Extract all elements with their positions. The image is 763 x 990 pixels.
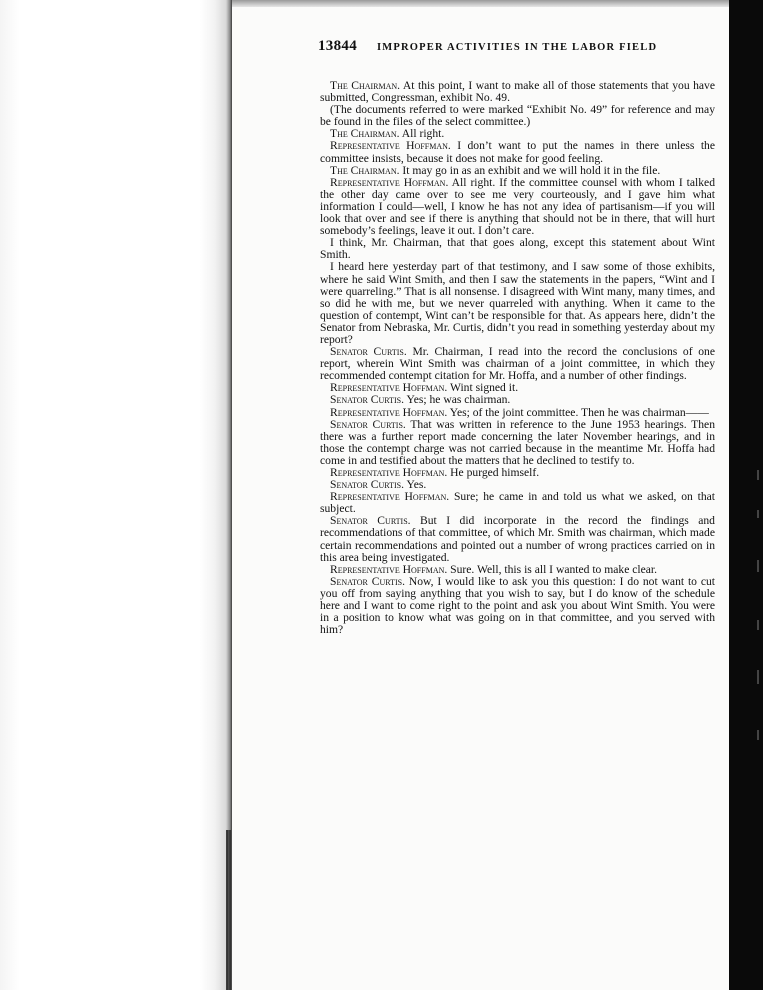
speaker-name: Representative Hoffman. <box>330 139 451 153</box>
paragraph-text: Wint signed it. <box>447 381 519 395</box>
speaker-name: Representative Hoffman. <box>330 381 448 395</box>
paragraph <box>320 177 715 237</box>
speaker-name: Senator Curtis. <box>330 574 405 588</box>
speaker-name: Senator Curtis. <box>330 345 407 359</box>
paragraph <box>320 237 715 261</box>
paragraph-text: All right. If the committee counsel with whom I talked the other day came over to see me very courteously, and I gave him what information I could—well, I know he has not any idea of partisanism—if you will look that over and see if there is anything that should not be in there, that will hurt somebody’s feelings, leave it out. I don’t care. <box>320 175 715 238</box>
paragraph-text: He purged himself. <box>447 466 540 479</box>
page-number: 13844 <box>318 38 357 54</box>
paragraph-text: I don’t want to put the names in there unless the committee insists, because it does not make for good feeling. <box>320 139 715 165</box>
transcript-body <box>320 80 715 636</box>
paragraph-text: That was written in reference to the June 1953 hearings. Then there was a further report made concerning the later November hearings, and in those the contempt charge was not carried because in the meantime Mr. Hoffa had come in and testified about the matters that he declined to testify to. <box>320 417 715 467</box>
paragraph-text: All right. <box>399 127 445 141</box>
speaker-name: Representative Hoffman. <box>330 562 448 576</box>
paragraph <box>320 140 715 164</box>
speaker-name: Senator Curtis. <box>330 393 405 407</box>
paragraph-text: Now, I would like to ask you this question: I do not want to cut you off from saying anything that you wish to say, but I do know of the schedule here and I want to come right to the point and ask you about Wint Smith. You were in a position to know what was going on in that committee, and you served with him? <box>320 574 715 637</box>
paragraph <box>320 104 715 128</box>
paragraph-text: (The documents referred to were marked “Exhibit No. 49” for reference and may be found in the files of the select committee.) <box>320 103 715 129</box>
paragraph-text: But I did incorporate in the record the findings and recommendations of that committee, of which Mr. Smith was chairman, which made certain recommendations and pointed out a number of wrong practices carried on in this area being investigated. <box>320 514 715 564</box>
scan-top-edge <box>232 0 763 7</box>
speaker-name: The Chairman. <box>330 163 400 177</box>
paragraph <box>320 419 715 467</box>
speaker-name: Senator Curtis. <box>330 514 411 528</box>
speaker-name: The Chairman. <box>330 79 401 92</box>
document-page <box>232 7 729 990</box>
paragraph-text: Sure. Well, this is all I wanted to make clear. <box>447 562 658 576</box>
paragraph-text: Mr. Chairman, I read into the record the conclusions of one report, wherein Wint Smith was chairman of a joint committee, in which they recommended contempt citation for Mr. Hoffa, and a number of other findings. <box>320 345 715 383</box>
speaker-name: Representative Hoffman. <box>330 490 450 504</box>
paragraph <box>320 346 715 382</box>
paragraph-text: I heard here yesterday part of that testimony, and I saw some of those exhibits, where he said Wint Smith, and then I saw the statements in the papers, “Wint and I were quarreling.” That is all nonsense. I disagreed with Wint many, many times, and so did he with me, but we never quarreled with anything. When it came to the question of contempt, Wint can’t be responsible for that. As appears here, didn’t the Senator from Nebraska, Mr. Curtis, didn’t you read in something yesterday about my report? <box>320 260 715 346</box>
scan-left-margin <box>0 0 232 990</box>
paragraph-text: Yes; of the joint committee. Then he was chairman—— <box>447 405 709 419</box>
running-title: IMPROPER ACTIVITIES IN THE LABOR FIELD <box>377 42 658 53</box>
speaker-name: Senator Curtis. <box>330 417 406 431</box>
paragraph-text: I think, Mr. Chairman, that that goes along, except this statement about Wint Smith. <box>320 236 715 262</box>
paragraph <box>320 491 715 515</box>
paragraph-text: Yes; he was chairman. <box>404 393 511 407</box>
paragraph <box>320 261 715 346</box>
paragraph-text: Sure; he came in and told us what we asked, on that subject. <box>320 490 715 516</box>
paragraph <box>320 80 715 104</box>
speaker-name: The Chairman. <box>330 127 400 141</box>
speaker-name: Representative Hoffman. <box>330 175 449 189</box>
paragraph-text: At this point, I want to make all of those statements that you have submitted, Congressman, exhibit No. 49. <box>320 79 715 105</box>
speaker-name: Senator Curtis. <box>330 478 405 492</box>
paragraph-text: Yes. <box>404 478 427 492</box>
facing-page-edge-marks <box>757 470 763 770</box>
speaker-name: Representative Hoffman. <box>330 405 448 419</box>
paragraph <box>320 515 715 563</box>
paragraph-text: It may go in as an exhibit and we will hold it in the file. <box>399 163 661 177</box>
speaker-name: Representative Hoffman. <box>330 466 448 479</box>
running-head <box>318 38 718 55</box>
paragraph <box>320 576 715 636</box>
